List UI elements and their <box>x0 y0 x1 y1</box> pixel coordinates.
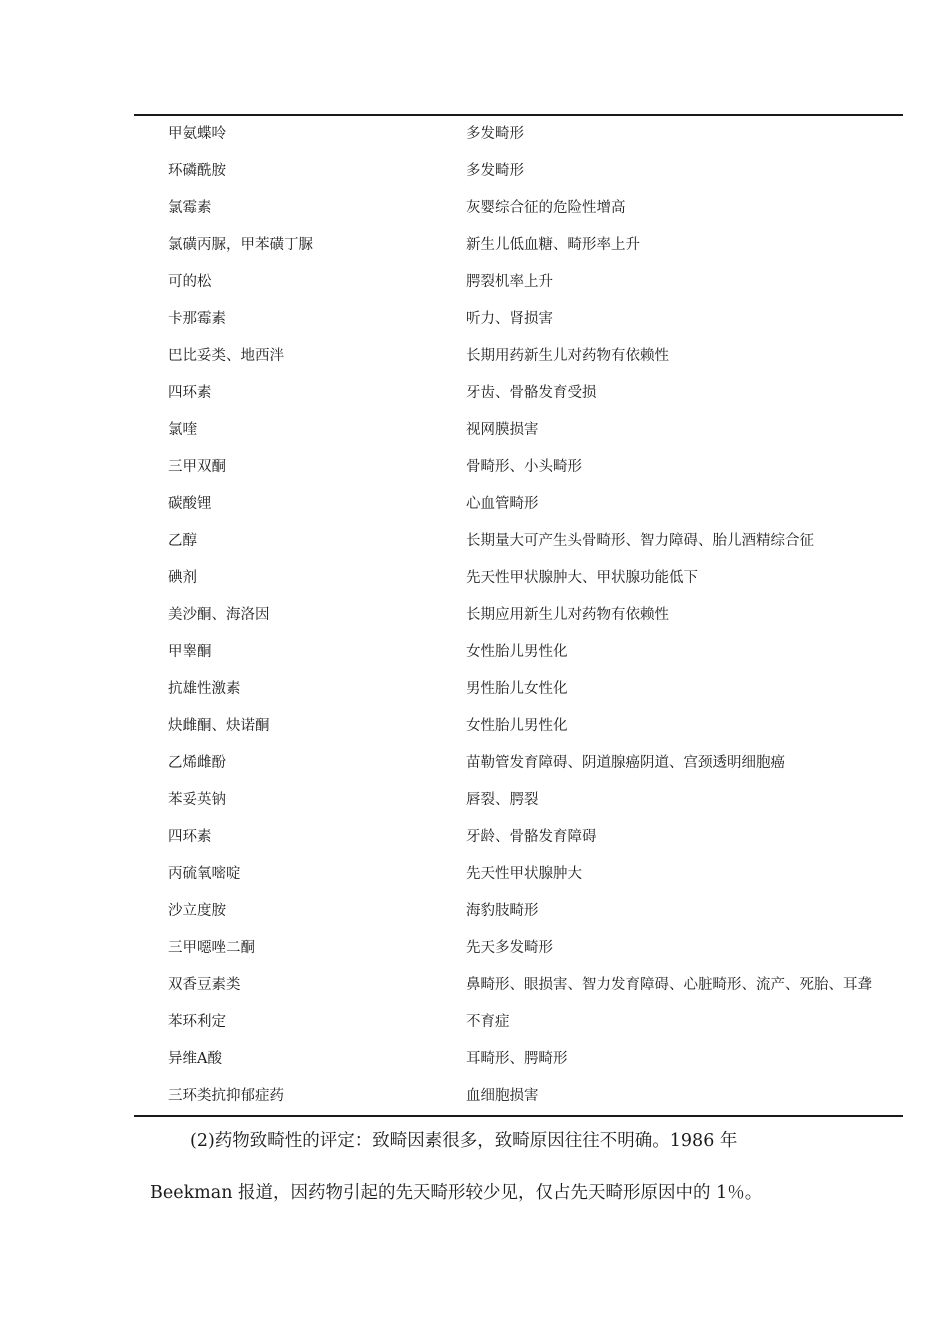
effect-cell: 唇裂、腭裂 <box>466 792 539 808</box>
drug-name-cell: 可的松 <box>168 274 212 290</box>
effect-cell: 长期应用新生儿对药物有依赖性 <box>466 607 669 623</box>
effect-cell: 先天多发畸形 <box>466 940 553 956</box>
effect-cell: 视网膜损害 <box>466 422 539 438</box>
paragraph-line-1: (2)药物致畸性的评定：致畸因素很多，致畸原因往往不明确。1986 年 <box>190 1131 738 1151</box>
drug-name-cell: 三甲噁唑二酮 <box>168 940 255 956</box>
effect-cell: 长期用药新生儿对药物有依赖性 <box>466 348 669 364</box>
table-row <box>134 745 903 782</box>
effect-cell: 先天性甲状腺肿大、甲状腺功能低下 <box>466 570 698 586</box>
effect-cell: 心血管畸形 <box>466 496 539 512</box>
drug-name-cell: 乙醇 <box>168 533 197 549</box>
table-row <box>134 412 903 449</box>
effect-cell: 鼻畸形、眼损害、智力发育障碍、心脏畸形、流产、死胎、耳聋 <box>466 977 872 993</box>
effect-cell: 新生儿低血糖、畸形率上升 <box>466 237 640 253</box>
drug-name-cell: 甲氨蝶呤 <box>168 126 226 142</box>
table-row <box>134 1078 903 1115</box>
drug-name-cell: 丙硫氧嘧啶 <box>168 866 241 882</box>
effect-cell: 多发畸形 <box>466 126 524 142</box>
effect-cell: 不育症 <box>466 1014 510 1030</box>
drug-name-cell: 氯喹 <box>168 422 197 438</box>
table-row <box>134 116 903 153</box>
drug-name-cell: 四环素 <box>168 385 212 401</box>
table-body <box>134 116 903 1115</box>
table-row <box>134 819 903 856</box>
drug-name-cell: 甲睾酮 <box>168 644 212 660</box>
effect-cell: 男性胎儿女性化 <box>466 681 568 697</box>
table-row <box>134 1041 903 1078</box>
table-row <box>134 597 903 634</box>
effect-cell: 女性胎儿男性化 <box>466 718 568 734</box>
effect-cell: 骨畸形、小头畸形 <box>466 459 582 475</box>
effect-cell: 先天性甲状腺肿大 <box>466 866 582 882</box>
drug-name-cell: 炔雌酮、炔诺酮 <box>168 718 270 734</box>
drug-name-cell: 巴比妥类、地西泮 <box>168 348 284 364</box>
table-row <box>134 671 903 708</box>
effect-cell: 长期量大可产生头骨畸形、智力障碍、胎儿酒精综合征 <box>466 533 814 549</box>
table-row <box>134 338 903 375</box>
drug-name-cell: 双香豆素类 <box>168 977 241 993</box>
drug-name-cell: 沙立度胺 <box>168 903 226 919</box>
table-row <box>134 227 903 264</box>
effect-cell: 血细胞损害 <box>466 1088 539 1104</box>
table-bottom-rule <box>134 1115 903 1117</box>
effect-cell: 听力、肾损害 <box>466 311 553 327</box>
table-row <box>134 449 903 486</box>
drug-name-cell: 美沙酮、海洛因 <box>168 607 270 623</box>
drug-name-cell: 抗雄性激素 <box>168 681 241 697</box>
drug-name-cell: 三甲双酮 <box>168 459 226 475</box>
effect-cell: 海豹肢畸形 <box>466 903 539 919</box>
effect-cell: 腭裂机率上升 <box>466 274 553 290</box>
drug-name-cell: 碘剂 <box>168 570 197 586</box>
drug-name-cell: 碳酸锂 <box>168 496 212 512</box>
drug-name-cell: 异维A酸 <box>168 1051 222 1067</box>
table-row <box>134 782 903 819</box>
table-row <box>134 301 903 338</box>
table-row <box>134 523 903 560</box>
drug-teratogenicity-table <box>134 114 903 1117</box>
table-row <box>134 967 903 1004</box>
drug-name-cell: 苯环利定 <box>168 1014 226 1030</box>
drug-name-cell: 四环素 <box>168 829 212 845</box>
table-row <box>134 856 903 893</box>
table-row <box>134 264 903 301</box>
drug-name-cell: 卡那霉素 <box>168 311 226 327</box>
effect-cell: 灰婴综合征的危险性增高 <box>466 200 626 216</box>
drug-name-cell: 氯磺丙脲，甲苯磺丁脲 <box>168 237 313 253</box>
drug-name-cell: 三环类抗抑郁症药 <box>168 1088 284 1104</box>
table-row <box>134 930 903 967</box>
effect-cell: 苗勒管发育障碍、阴道腺癌阴道、宫颈透明细胞癌 <box>466 755 785 771</box>
table-row <box>134 1004 903 1041</box>
table-row <box>134 190 903 227</box>
table-row <box>134 708 903 745</box>
table-row <box>134 375 903 412</box>
drug-name-cell: 乙烯雌酚 <box>168 755 226 771</box>
effect-cell: 耳畸形、腭畸形 <box>466 1051 568 1067</box>
effect-cell: 多发畸形 <box>466 163 524 179</box>
effect-cell: 牙齿、骨骼发育受损 <box>466 385 597 401</box>
effect-cell: 牙龄、骨骼发育障碍 <box>466 829 597 845</box>
drug-name-cell: 苯妥英钠 <box>168 792 226 808</box>
table-row <box>134 486 903 523</box>
paragraph-line-2: Beekman 报道，因药物引起的先天畸形较少见，仅占先天畸形原因中的 1％。 <box>150 1183 763 1203</box>
table-row <box>134 153 903 190</box>
drug-effect-table <box>134 116 903 1115</box>
drug-name-cell: 氯霉素 <box>168 200 212 216</box>
effect-cell: 女性胎儿男性化 <box>466 644 568 660</box>
drug-name-cell: 环磷酰胺 <box>168 163 226 179</box>
table-row <box>134 634 903 671</box>
table-row <box>134 893 903 930</box>
table-row <box>134 560 903 597</box>
